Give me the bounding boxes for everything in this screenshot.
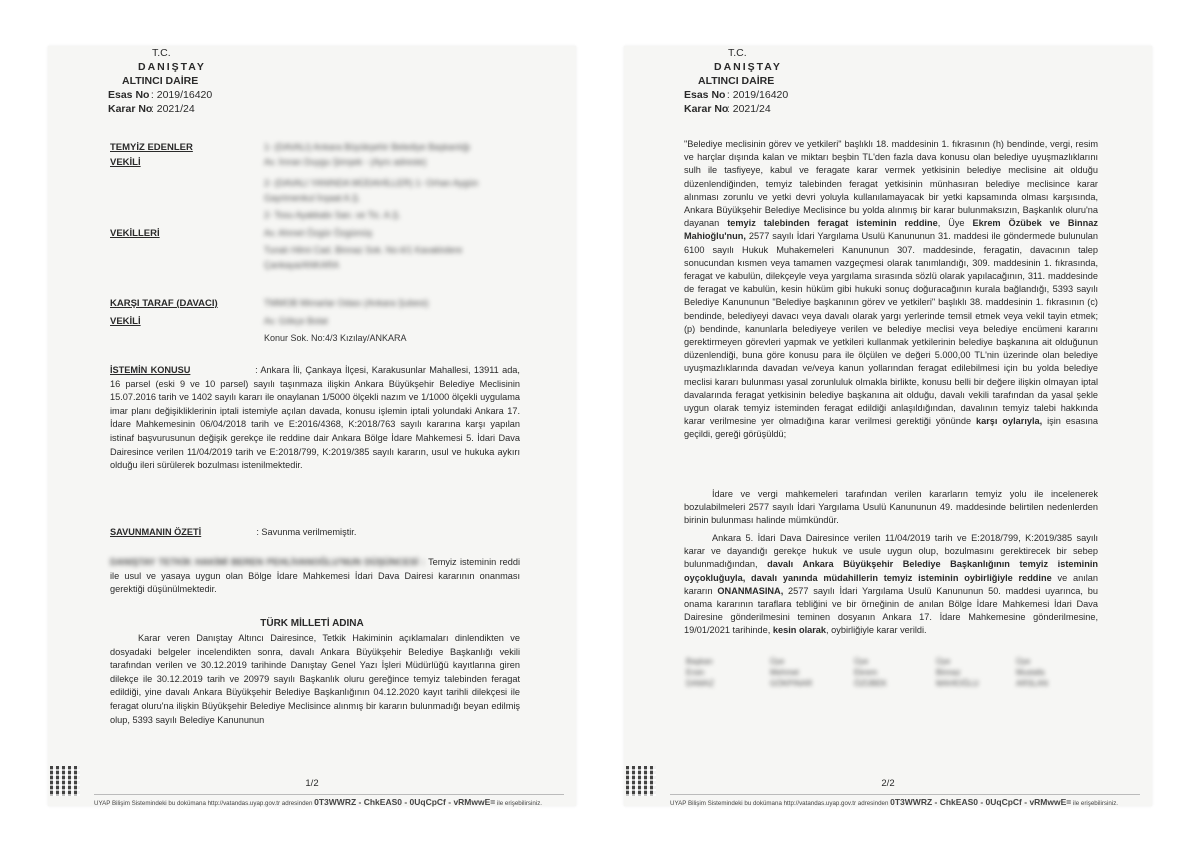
chamber-name: ALTINCI DAİRE: [698, 75, 775, 87]
uyap-footer: UYAP Bilişim Sistemindeki bu dokümana http://vatandas.uyap.gov.tr adresinden 0T3WWRZ - ChkEAS0 - 0UqCpCf - vRMwwE= ile erişebilirsiniz.: [94, 794, 564, 807]
decision-body-p1: Karar veren Danıştay Altıncı Dairesince, Tetkik Hakiminin açıklamaları dinlendikten ve dosyadaki belgeler incelendikten sonra, davalı Ankara Büyükşehir Belediye Başkanlığı vekili tarafından verilen ve 30.12.2019 tarihinde Danıştay Genel Yazı İşleri Müdürlüğü kayıtlarına giren dilekçe ile 30.12.2019 tarih ve 20979 sayılı Başkanlık oluru gereğince temyiz talebinden feragat edildiği, yine davalı Ankara Büyükşehir Belediye Başkanlığının 04.12.2020 kayıt tarihli dilekçesi ile feragat oluru'na ilişkin Büyükşehir Belediye Meclisince alınmış bir kararın bulunmadığı beyan edilmiş olup, 5393 sayılı Belediye Kanununun: [110, 633, 520, 725]
signature-uye-4: Üye Mustafa ARSLAN: [1016, 657, 1049, 688]
karar-no: Karar No : 2021/24: [108, 103, 195, 115]
esas-no: Esas No : 2019/16420: [108, 89, 213, 101]
chamber-name: ALTINCI DAİRE: [122, 75, 199, 87]
court-name: DANIŞTAY: [714, 61, 782, 73]
tetkik-label: DANIŞTAY TETKİK HAKİMİ BEREN PEHLİVANOĞLU'NUN DÜŞÜNCESİ :: [110, 557, 425, 567]
document-page-2: [624, 46, 1152, 806]
nation-title: TÜRK MİLLETİ ADINA: [260, 618, 364, 629]
decision-body-p4: Ankara 5. İdari Dava Dairesince verilen 11/04/2019 tarih ve E:2018/799, K:2019/385 sayılı karar ve dayandığı gerekçe hukuk ve usule uygun olup, bozulmasını gerektirecek bir sebep bulunmadığından, davalı Ankara Büyükşehir Belediye Başkanlığının temyiz isteminin oyçokluğuyla, davalı yanında müdahillerin temyiz isteminin oybirliğiyle reddine ve anılan kararın ONANMASINA, 2577 sayılı İdari Yargılama Usulü Kanununun 50. maddesi uyarınca, bu onama kararının taraflara tebliğini ve bir örneğinin de anılan Bölge İdare Mahkemesi İdari Dava Dairesine gönderilmesini teminen dosyanın Ankara 17. İdare Mahkemesine gönderilmesine, 19/01/2021 tarihinde, kesin olarak, oybirliğiyle karar verildi.: [684, 533, 1098, 636]
signature-uye-3: Üye Binnaz MAHİOĞLU: [936, 657, 979, 688]
tc-label: T.C.: [728, 47, 747, 59]
tetkik-hakimi-dusuncesi: [110, 556, 520, 597]
karar-no: Karar No : 2021/24: [684, 103, 771, 115]
esas-no: Esas No : 2019/16420: [684, 89, 789, 101]
party-2c: 2- Tosu Ayakkabı San. ve Tic. A.Ş.: [264, 210, 401, 220]
page-number: 1/2: [305, 778, 319, 789]
temyiz-edenler-label: TEMYİZ EDENLER: [110, 142, 193, 153]
party-2b: Gayrimenkul İnşaat A.Ş.: [264, 193, 361, 203]
decision-body-p3: İdare ve vergi mahkemeleri tarafından verilen kararların temyiz yolu ile incelenerek bozulabilmeleri 2577 sayılı İdari Yargılama Usulü Kanununun 49. maddesinde belirtilen nedenlerden birinin bulunması halinde mümkündür.: [684, 489, 1098, 526]
karsi-address: Konur Sok. No:4/3 Kızılay/ANKARA: [264, 333, 407, 343]
tc-label: T.C.: [152, 47, 171, 59]
tetkik-text: Temyiz isteminin reddi ile usul ve yasaya uygun olan Bölge İdare Mahkemesi İdari Dava Dairesi kararının onanması gerektiği düşünülmektedir.: [110, 557, 521, 595]
istemin-konusu-text: : Ankara İli, Çankaya İlçesi, Karakusunlar Mahallesi, 13911 ada, 16 parsel (eski 9 ve 10 parsel) sayılı taşınmaza ilişkin Ankara Büyükşehir Belediye Meclisinin 15.07.2016 tarih ve 1402 sayılı kararı ile onaylanan 1/5000 ölçekli nazım ve 1/1000 ölçekli uygulama imar planı değişikliklerinin iptali istemiyle açılan davada, konusu işlemin iptali yolundaki Ankara 17. İdare Mahkemesinin 06/04/2018 tarih ve E:2016/4368, K:2018/763 sayılı kararına karşı yapılan istinaf başvurusunun değişik gerekçe ile reddine dair Ankara Bölge İdare Mahkemesi 5. İdari Dava Dairesince verilen 11/04/2019 tarih ve E:2018/799, K:2019/385 sayılı kararın, usul ve hukuka aykırı olduğu ileri sürülerek bozulması istenilmektedir.: [110, 365, 520, 471]
decision-body-p2: "Belediye meclisinin görev ve yetkileri" başlıklı 18. maddesinin 1. fıkrasının (h) bendinde, vergi, resim ve harçlar dışında kalan ve miktarı beşbin TL'den fazla dava konusu olan belediye uyuşmazlıklarını sulh ile tasfiyeye, kabul ve feragate karar vermek yetkisinin belediye meclisine ait olduğu düzenlendiğinden, temyiz talebinden feragat yetkisinin münhasıran belediye meclisince karar alınması zorunlu ve yetki devri yoluyla kullanılamayacak bir yetki kapsamında olması karşısında, Ankara Büyükşehir Belediye Meclisince bu yolda alınmış bir karar bulunmaksızın, Başkanlık oluru'na dayanan temyiz talebinden feragat isteminin reddine, Üye Ekrem Özübek ve Binnaz Mahioğlu'nun, 2577 sayılı İdari Yargılama Usulü Kanununun 31. maddesi ile göndermede bulunulan 6100 sayılı Hukuk Muhakemeleri Kanununun 307. maddesinde, feragatin, davacının talep sonucundan kısmen veya tamamen vazgeçmesi olarak tanımlandığı, 309. maddesinin 1. fıkrasında, feragat ve kabulün, dilekçeyle veya yargılama sırasında sözlü olarak yapılacağının, 311. maddesinde de feragat ve kabulün, kesin hüküm gibi hukuki sonuç doğuracağının kurala bağlandığı, 5393 sayılı Belediye Kanununun "Belediye başkanının görev ve yetkileri" başlıklı 38. maddesinin 1. fıkrasının (c) bendinde, belediyeyi davacı veya davalı olarak yargı yerlerinde temsil etmek veya vekil tayin etmek; (p) bendinde, kanunlarla belediyeye verilen ve belediye meclisi veya belediye encümeni kararını gerektirmeyen görevleri yapmak ve yetkileri kullanmak yetkilerinin belediye başkanına ait olduğunun düzenlendiği, buna göre konusu para ile ölçülen ve değeri 5.000,00 TL'nin üzerinde olan belediye uyuşmazlıklarında davadan ve/veya kanun yollarından feragat edilebilmesi için bu yolda belediye meclisi kararı bulunması yasal zorunluluk olmakla birlikte, konusu belli bir değere ilişkin olmayan iptal davalarında feragat yetkisinin belediye başkanına ait olduğu, davalı vekili tarafından da yasal şekle uygun olarak temyiz isteminden feragat edildiği anlaşıldığından, davalının temyiz talebi hakkında karar verilmesine yer olmadığına karar verilmesi gerektiği yönünde karşı oylarıyla, işin esasına geçildi, gereği görüşüldü;: [684, 139, 1098, 440]
party-2-address: Tunalı Hilmi Cad. Binnaz Sok. No:4/1 Kavaklıdere: [264, 245, 463, 255]
document-page-1: [48, 46, 576, 806]
vekili-label-2: VEKİLİ: [110, 316, 141, 327]
savunma-label: SAVUNMANIN ÖZETİ: [110, 527, 202, 537]
uyap-footer: UYAP Bilişim Sistemindeki bu dokümana http://vatandas.uyap.gov.tr adresinden 0T3WWRZ - ChkEAS0 - 0UqCpCf - vRMwwE= ile erişebilirsiniz.: [670, 794, 1140, 807]
page-number: 2/2: [881, 778, 895, 789]
savunma-ozeti: [110, 526, 520, 540]
party-1-lawyer: Av. İmran Duygu Şimşek - (Aynı adreste): [264, 157, 427, 167]
vekili-label: VEKİLİ: [110, 157, 141, 168]
karsi-taraf-label: KARŞI TARAF (DAVACI): [110, 298, 218, 309]
party-1: 1- (DAVALI) Ankara Büyükşehir Belediye Başkanlığı: [264, 142, 471, 152]
vekilleri-label: VEKİLLERİ: [110, 228, 160, 239]
case-header-2: [684, 46, 788, 116]
istemin-konusu: [110, 364, 520, 473]
istemin-konusu-label: İSTEMİN KONUSU: [110, 365, 191, 375]
savunma-text: : Savunma verilmemiştir.: [256, 527, 357, 537]
case-header: [108, 46, 212, 116]
court-name: DANIŞTAY: [138, 61, 206, 73]
signature-uye-1: Üye Mehmet GÖKPINAR: [770, 657, 813, 688]
signature-baskan: Başkan Ersin DAMAZ: [686, 657, 714, 688]
karsi-lawyer: Av. Gökçe Bolat: [264, 316, 328, 326]
party-2-lawyer: Av. Ahmet Özgür Özgümüş: [264, 228, 373, 238]
party-2: 2- (DAVALI YANINDA MÜDAHİLLER) 1- Orhan Aygün: [264, 178, 479, 188]
signature-uye-2: Üye Ekrem ÖZÜBEK: [854, 657, 887, 688]
karsi-taraf-value: TMMOB Mimarlar Odası (Ankara Şubesi): [264, 298, 429, 308]
party-2-address-2: Çankaya/ANKARA: [264, 260, 340, 270]
